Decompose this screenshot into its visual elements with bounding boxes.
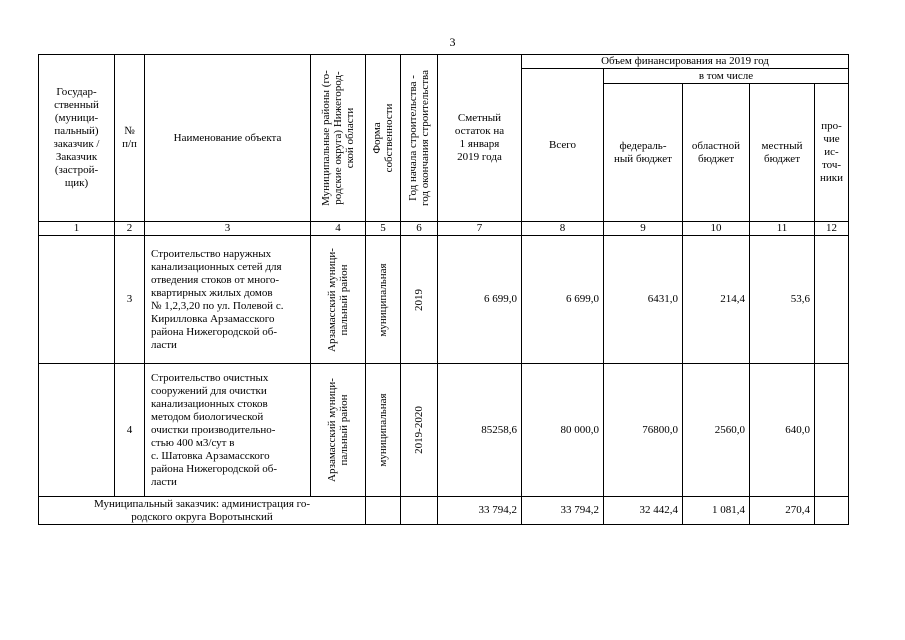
header-ownership-text: Форма собственности (371, 103, 395, 173)
col-number-4: 4 (311, 222, 366, 236)
header-district-text: Муниципальные районы (го- родские округа) Нижегород- ской области (320, 70, 356, 206)
header-including: в том числе (604, 69, 849, 84)
remainder-value: 85258,6 (438, 364, 522, 497)
header-remainder-text: Сметный остаток на 1 января 2019 года (454, 112, 505, 163)
years-cell (401, 364, 438, 497)
page-number: 3 (449, 35, 456, 49)
ownership-text: муниципальная (377, 262, 389, 337)
total-row-ownership (366, 497, 401, 525)
federal-value: 6431,0 (604, 236, 683, 364)
col-number-10: 10 (683, 222, 750, 236)
district-cell (311, 236, 366, 364)
years-text: 2019-2020 (413, 406, 425, 454)
header-years-text: Год начала строительства - год окончания строительства (407, 70, 431, 206)
table-row (39, 364, 849, 497)
object-name (145, 364, 311, 497)
col-number-1: 1 (39, 222, 115, 236)
total-row-label (39, 497, 366, 525)
ownership-cell (366, 364, 401, 497)
total-value: 80 000,0 (522, 364, 604, 497)
header-regional-text: областной бюджет (691, 139, 741, 165)
header-ownership (366, 55, 401, 222)
other-value (815, 364, 849, 497)
total-row-total: 33 794,2 (522, 497, 604, 525)
customer-cell (39, 364, 115, 497)
regional-value: 2560,0 (683, 364, 750, 497)
table-row (39, 236, 849, 364)
row-number: 4 (115, 364, 145, 497)
col-number-8: 8 (522, 222, 604, 236)
header-number-text: № п/п (122, 125, 137, 150)
total-row-regional: 1 081,4 (683, 497, 750, 525)
col-number-11: 11 (750, 222, 815, 236)
col-number-5: 5 (366, 222, 401, 236)
header-other-text: про- чие ис- точ- ники (819, 120, 843, 184)
total-row-other (815, 497, 849, 525)
col-number-3: 3 (145, 222, 311, 236)
total-row-remainder: 33 794,2 (438, 497, 522, 525)
column-number-row (39, 222, 849, 236)
district-text: Арзамасский муници- пальный район (326, 247, 350, 352)
header-object-name: Наименование объекта (145, 55, 311, 222)
header-customer (39, 55, 115, 222)
total-row-federal: 32 442,4 (604, 497, 683, 525)
header-number (115, 55, 145, 222)
header-row-1 (39, 55, 849, 69)
header-federal-text: федераль- ный бюджет (614, 139, 672, 165)
header-funding: Объем финансирования на 2019 год (522, 55, 849, 69)
regional-value: 214,4 (683, 236, 750, 364)
object-name-text: Строительство очистных сооружений для очистки канализационных стоков методом биологической очистки производительно- стью 400 м3/сут в с. Шатовка Арзамасского района Нижегородской об- ласти (151, 371, 278, 488)
local-value: 53,6 (750, 236, 815, 364)
total-value: 6 699,0 (522, 236, 604, 364)
header-years (401, 55, 438, 222)
total-row-years (401, 497, 438, 525)
district-cell (311, 364, 366, 497)
header-district (311, 55, 366, 222)
header-local (750, 84, 815, 222)
col-number-6: 6 (401, 222, 438, 236)
col-number-12: 12 (815, 222, 849, 236)
object-name-text: Строительство наружных канализационных сетей для отведения стоков от много- квартирных жилых домов № 1,2,3,20 по ул. Полевой с. Кирилловка Арзамасского района Нижегородской об- ласти (151, 247, 284, 351)
row-number: 3 (115, 236, 145, 364)
header-regional (683, 84, 750, 222)
remainder-value: 6 699,0 (438, 236, 522, 364)
header-total: Всего (522, 69, 604, 222)
col-number-2: 2 (115, 222, 145, 236)
total-row-local: 270,4 (750, 497, 815, 525)
ownership-text: муниципальная (377, 393, 389, 467)
federal-value: 76800,0 (604, 364, 683, 497)
customer-cell (39, 236, 115, 364)
header-other (815, 84, 849, 222)
local-value: 640,0 (750, 364, 815, 497)
object-name (145, 236, 311, 364)
district-text: Арзамасский муници- пальный район (326, 378, 350, 482)
col-number-7: 7 (438, 222, 522, 236)
funding-table (38, 54, 849, 525)
other-value (815, 236, 849, 364)
total-row (39, 497, 849, 525)
header-customer-text: Государ- ственный (муници- пальный) заказчик / Заказчик (застрой- щик) (53, 86, 100, 189)
ownership-cell (366, 236, 401, 364)
col-number-9: 9 (604, 222, 683, 236)
years-text: 2019 (413, 288, 425, 311)
total-row-label-text: Муниципальный заказчик: администрация го- родского округа Воротынский (93, 497, 311, 523)
header-local-text: местный бюджет (761, 139, 803, 165)
years-cell (401, 236, 438, 364)
header-federal (604, 84, 683, 222)
header-remainder (438, 55, 522, 222)
